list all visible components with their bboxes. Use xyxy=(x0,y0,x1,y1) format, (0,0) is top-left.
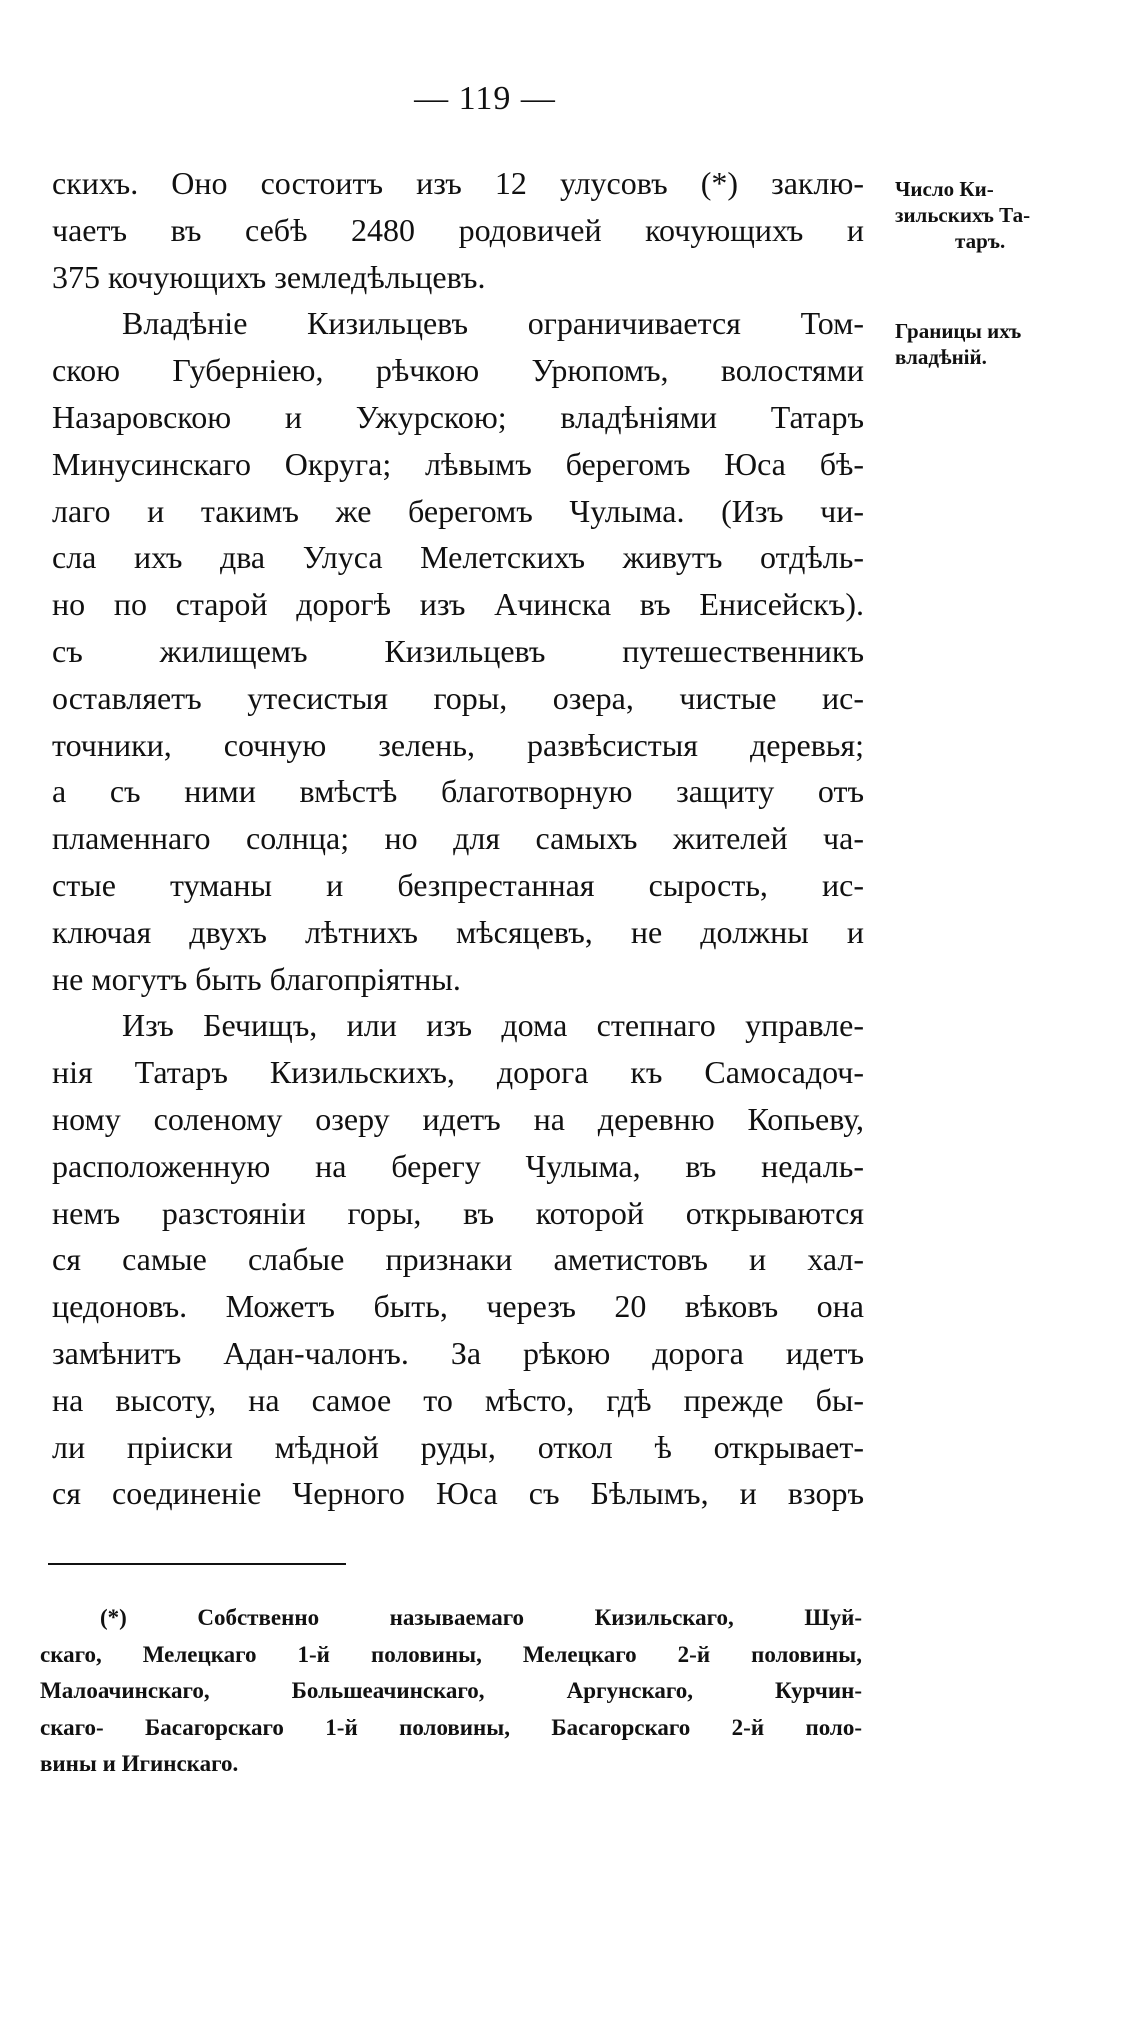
body-line: нія Татаръ Кизильскихъ, дорога къ Самосадоч- xyxy=(52,1054,864,1091)
body-line: Владѣніе Кизильцевъ ограничивается Том- xyxy=(122,305,864,342)
body-line: расположенную на берегу Чулыма, въ недаль- xyxy=(52,1147,864,1184)
body-line: точники, сочную зелень, развѣсистыя деревья; xyxy=(52,726,864,763)
body-line: оставляетъ утесистыя горы, озера, чистые ис- xyxy=(52,679,864,716)
margin-note-line: зильскихъ Та- xyxy=(895,203,1031,227)
body-line: ся соединеніе Черного Юса съ Бѣлымъ, и взоръ xyxy=(52,1475,864,1512)
body-line: ключая двухъ лѣтнихъ мѣсяцевъ, не должны и xyxy=(52,913,864,950)
footnote-line: скаго- Басагорскаго 1-й половины, Басагорскаго 2-й поло- xyxy=(40,1714,862,1740)
body-line: Изъ Бечищъ, или изъ дома степнаго управле- xyxy=(122,1007,864,1044)
body-line: на высоту, на самое то мѣсто, гдѣ прежде бы- xyxy=(52,1381,864,1418)
margin-note-line: таръ. xyxy=(955,229,1006,253)
body-line: стые туманы и безпрестанная сырость, ис- xyxy=(52,866,864,903)
footnote-line: вины и Игинскаго. xyxy=(40,1751,239,1776)
footnote-line: Малоачинскаго, Большеачинскаго, Аргунскаго, Курчин- xyxy=(40,1678,862,1703)
body-line: замѣнитъ Адан-чалонъ. За рѣкою дорога идетъ xyxy=(52,1334,864,1371)
body-text xyxy=(52,160,864,1517)
page-number: — 119 — xyxy=(414,80,556,117)
margin-note-tatar-count xyxy=(895,176,1105,254)
body-line: ли пріиски мѣдной руды, откол ѣ открывает- xyxy=(52,1428,864,1465)
body-line: сла ихъ два Улуса Мелетскихъ живутъ отдѣль- xyxy=(52,539,864,576)
body-line: ся самые слабые признаки аметистовъ и хал- xyxy=(52,1241,864,1278)
margin-note-line: владѣній. xyxy=(895,345,987,369)
footnote-line: (*) Собственно называемаго Кизильскаго, Шуй- xyxy=(100,1605,862,1630)
body-line: Назаровскою и Ужурскою; владѣніями Татаръ xyxy=(52,398,864,435)
margin-note-line: Число Ки- xyxy=(895,177,994,201)
body-line: 375 кочующихъ земледѣльцевъ. xyxy=(52,258,486,295)
margin-note-borders xyxy=(895,318,1105,370)
body-line: немъ разстояніи горы, въ которой открываются xyxy=(52,1194,864,1231)
body-line: цедоновъ. Можетъ быть, черезъ 20 вѣковъ она xyxy=(52,1288,864,1325)
body-line: чаетъ въ себѣ 2480 родовичей кочующихъ и xyxy=(52,211,864,248)
body-line: Минусинскаго Округа; лѣвымъ берегомъ Юса бѣ- xyxy=(52,445,864,482)
body-line: съ жилищемъ Кизильцевъ путешественникъ xyxy=(52,632,864,669)
body-line: но по старой дорогѣ изъ Ачинска въ Енисейскъ). xyxy=(52,586,864,623)
body-line: ному соленому озеру идетъ на деревню Копьеву, xyxy=(52,1100,864,1137)
footnote xyxy=(40,1600,862,1783)
body-line: лаго и такимъ же берегомъ Чулыма. (Изъ чи- xyxy=(52,492,864,529)
margin-note-line: Границы ихъ xyxy=(895,319,1022,343)
body-line: не могутъ быть благопріятны. xyxy=(52,960,461,997)
body-line: пламеннаго солнца; но для самыхъ жителей ча- xyxy=(52,820,864,857)
body-line: а съ ними вмѣстѣ благотворную защиту отъ xyxy=(52,773,864,810)
body-line: скою Губерніею, рѣчкою Урюпомъ, волостями xyxy=(52,352,864,389)
body-line: скихъ. Оно состоитъ изъ 12 улусовъ (*) заклю- xyxy=(52,165,864,201)
footnote-divider xyxy=(48,1563,346,1565)
footnote-line: скаго, Мелецкаго 1-й половины, Мелецкаго 2-й половины, xyxy=(40,1641,862,1667)
